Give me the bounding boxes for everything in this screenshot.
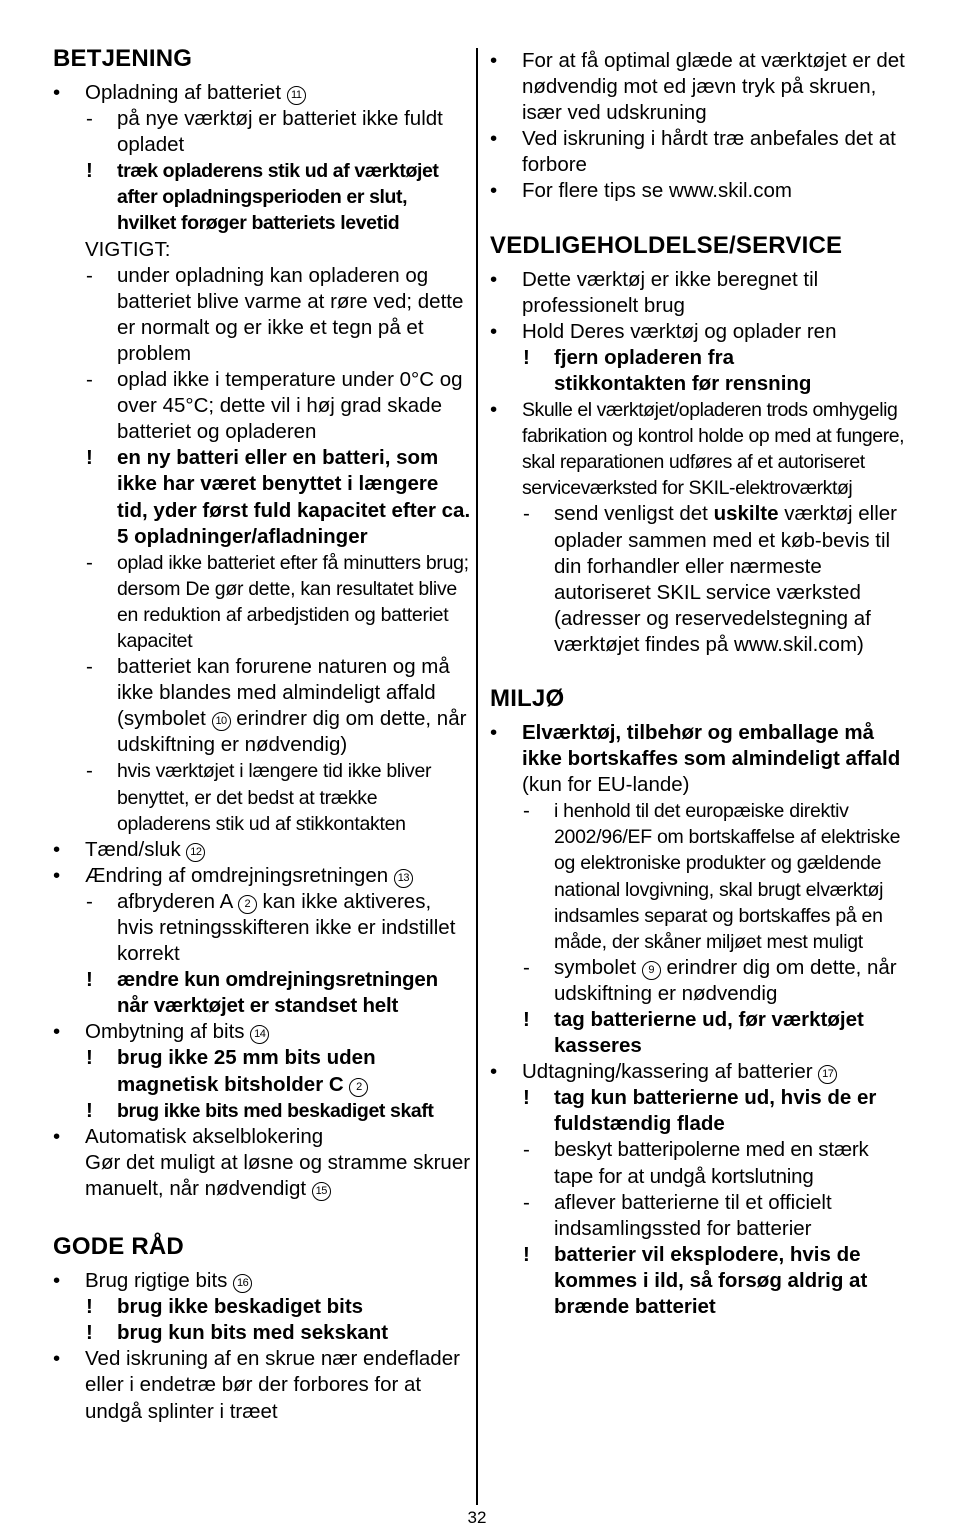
bullet-marker: •: [490, 720, 498, 744]
warning-marker: !: [86, 1295, 93, 1319]
bullet-marker: •: [53, 81, 61, 104]
bullet-marker: •: [53, 1347, 61, 1371]
bullet-marker: •: [53, 863, 61, 887]
dash-marker: -: [523, 1190, 530, 1214]
left-column: [53, 44, 471, 1425]
list-item: • Dette værktøj er ikke beregnet til professionelt brug: [490, 267, 819, 317]
reference-number: 9: [642, 961, 661, 980]
reference-number: 2: [238, 895, 257, 914]
warning-item: ! en ny batteri eller en batteri, som ikke har været benyttet i længere tid, yder først fuld kapacitet efter ca. 5 opladninger/afladninger: [86, 446, 471, 548]
warning-marker: !: [86, 1046, 93, 1070]
warning-item: ! fjern opladeren fra stikkontakten før rensning: [523, 345, 812, 395]
list-item: • Brug rigtige bits 16: [53, 1268, 471, 1294]
dash-marker: -: [86, 107, 93, 131]
list-item: - på nye værktøj er batteriet ikke fuldt opladet: [86, 107, 443, 157]
list-item: - batteriet kan forurene naturen og må ikke blandes med almindeligt affald (symbolet 10 erindrer dig om dette, når udskiftning er nødvendig): [86, 655, 467, 757]
reference-number: 14: [250, 1025, 269, 1044]
warning-item: ! tag batterierne ud, før værktøjet kasseres: [523, 1008, 864, 1058]
dash-marker: -: [86, 263, 93, 287]
list-item: • For flere tips se www.skil.com: [490, 178, 910, 204]
warning-item: ! ændre kun omdrejningsretningen når værktøjet er standset helt: [86, 968, 438, 1018]
section-title-vedligeholdelse: VEDLIGEHOLDELSE/SERVICE: [490, 231, 843, 259]
warning-item: ! brug ikke beskadiget bits: [53, 1294, 471, 1320]
dash-marker: -: [523, 799, 530, 823]
warning-item: ! tag kun batterierne ud, hvis de er fuldstændig flade: [523, 1086, 877, 1136]
warning-marker: !: [523, 1242, 530, 1266]
warning-marker: !: [86, 968, 93, 992]
list-item: - aflever batterierne til et officielt indsamlingssted for batterier: [523, 1190, 832, 1240]
list-item: • Ombytning af bits 14: [53, 1019, 471, 1045]
right-column: [490, 48, 910, 1320]
dash-marker: -: [86, 655, 93, 679]
warning-item: ! træk opladerens stik ud af værktøjet after opladningsperioden er slut, hvilket forøger batteriets levetid: [86, 159, 439, 235]
list-item: - beskyt batteripolerne med en stærk tape for at undgå kortslutning: [523, 1138, 869, 1188]
bullet-marker: •: [53, 837, 61, 861]
reference-number: 2: [349, 1078, 368, 1097]
reference-number: 12: [186, 843, 205, 862]
dash-marker: -: [86, 759, 93, 783]
list-item: • Udtagning/kassering af batterier 17: [490, 1059, 910, 1085]
section-title-gode-raad: GODE RÅD: [53, 1233, 184, 1261]
warning-marker: !: [86, 1098, 93, 1122]
reference-number: 13: [394, 869, 413, 888]
warning-marker: !: [523, 1086, 530, 1110]
list-item: - i henhold til det europæiske direktiv 2002/96/EF om bortskaffelse af elektriske og elektroniske produkter og gældende national lovgivning, skal brugt elværktøj indsamles separat og bortskaffes på en måde, der skåner miljøet mest muligt: [523, 799, 901, 953]
page-number: 32: [467, 1508, 487, 1527]
warning-marker: !: [86, 446, 93, 470]
list-item: • Tænd/sluk 12: [53, 837, 471, 863]
vigtigt-label: VIGTIGT:: [85, 237, 171, 261]
list-item: • Ændring af omdrejningsretningen 13: [53, 863, 471, 889]
list-item: - send venligst det uskilte værktøj eller oplader sammen med et køb-bevis til din forhandler eller nærmeste autoriseret SKIL service værksted (adresser og reservedelstegning af værktøjet findes på www.skil.com): [523, 502, 897, 656]
reference-number: 16: [233, 1274, 252, 1293]
list-item: - oplad ikke batteriet efter få minutters brug; dersom De gør dette, kan resultatet blive en reduktion af arbedjstiden og batteriet kapacitet: [86, 550, 469, 652]
dash-marker: -: [523, 502, 530, 526]
warning-marker: !: [86, 159, 93, 183]
list-item: • Opladning af batteriet 11: [53, 80, 471, 106]
bullet-marker: •: [490, 179, 498, 203]
list-item: • For at få optimal glæde at værktøjet er det nødvendig mot ed jævn tryk på skruen, især ved udskruning: [490, 49, 905, 125]
section-title-miljo: MILJØ: [490, 684, 565, 712]
list-item: • Elværktøj, tilbehør og emballage må ikke bortskaffes som almindeligt affald (kun for EU-lande): [490, 720, 901, 797]
bullet-marker: •: [490, 398, 498, 422]
dash-marker: -: [86, 368, 93, 392]
reference-number: 10: [212, 712, 231, 731]
bullet-marker: •: [490, 49, 498, 72]
warning-item: ! brug ikke 25 mm bits uden magnetisk bitsholder C 2: [86, 1046, 376, 1096]
warning-marker: !: [523, 1008, 530, 1031]
warning-item: ! batterier vil eksplodere, hvis de kommes i ild, så forsøg aldrig at brænde batteriet: [523, 1242, 868, 1319]
list-item: • Skulle el værktøjet/opladeren trods omhygelig fabrikation og kontrol holde op med at fungere, skal reparationen udføres af et autoriseret serviceværksted for SKIL-elektroværktøj: [490, 398, 905, 500]
bullet-marker: •: [490, 267, 498, 291]
reference-number: 15: [312, 1182, 331, 1201]
dash-marker: -: [86, 889, 93, 913]
dash-marker: -: [86, 550, 93, 574]
dash-marker: -: [523, 1138, 530, 1162]
warning-item: ! brug ikke bits med beskadiget skaft: [53, 1098, 471, 1124]
list-item: - symbolet 9 erindrer dig om dette, når udskiftning er nødvendig: [523, 955, 897, 1005]
bullet-marker: •: [490, 319, 498, 343]
list-item: - hvis værktøjet i længere tid ikke bliver benyttet, er det bedst at trække opladerens stik ud af stikkontakten: [86, 759, 432, 835]
list-item: • Automatisk akselblokering: [53, 1124, 471, 1150]
reference-number: 11: [287, 86, 306, 105]
bullet-marker: •: [53, 1124, 61, 1148]
list-item-continuation: Gør det muligt at løsne og stramme skruer manuelt, når nødvendigt 15: [85, 1150, 471, 1200]
warning-marker: !: [86, 1321, 93, 1345]
list-item: • Ved iskruning i hårdt træ anbefales det at forbore: [490, 127, 896, 177]
bullet-marker: •: [53, 1269, 61, 1293]
bullet-marker: •: [53, 1020, 61, 1044]
list-item: - oplad ikke i temperature under 0°C og over 45°C; dette vil i høj grad skade batteriet og opladeren: [86, 368, 463, 444]
list-item: • Ved iskruning af en skrue nær endeflader eller i endetræ bør der forbores for at undgå splinter i træet: [53, 1347, 460, 1423]
reference-number: 17: [818, 1065, 837, 1084]
bullet-marker: •: [490, 127, 498, 151]
column-divider: [476, 48, 478, 1505]
list-item: - afbryderen A 2 kan ikke aktiveres, hvis retningsskifteren ikke er indstillet korrekt: [86, 889, 456, 966]
list-item: • Hold Deres værktøj og oplader ren: [490, 319, 910, 345]
bullet-marker: •: [490, 1060, 498, 1084]
dash-marker: -: [523, 955, 530, 979]
warning-marker: !: [523, 345, 530, 369]
warning-item: ! brug kun bits med sekskant: [53, 1320, 471, 1346]
list-item: - under opladning kan opladeren og batteriet blive varme at røre ved; dette er normalt og er ikke et tegn på et problem: [86, 263, 464, 365]
section-title-betjening: BETJENING: [53, 45, 193, 72]
